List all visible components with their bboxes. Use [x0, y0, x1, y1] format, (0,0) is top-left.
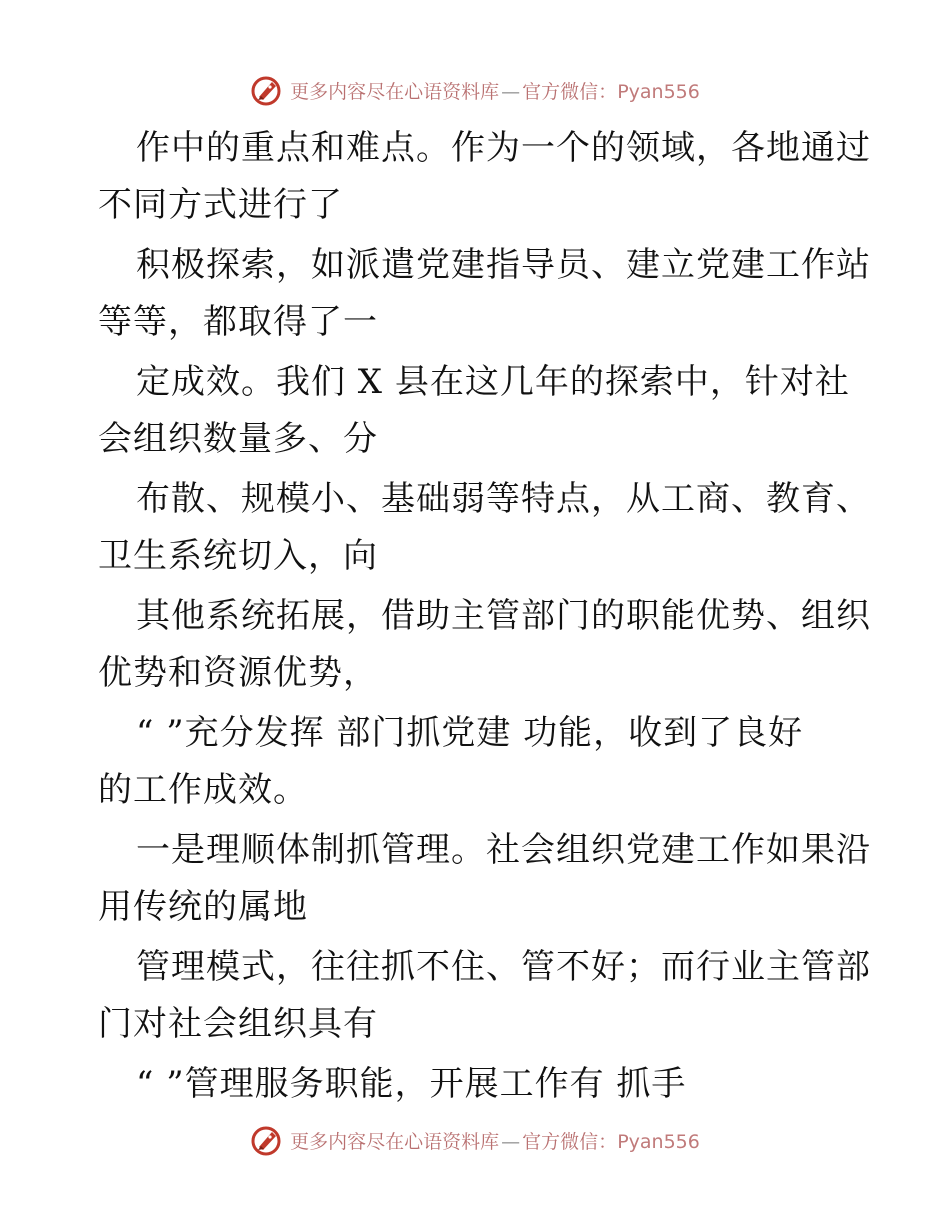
body-line: 一是理顺体制抓管理。社会组织党建工作如果沿: [136, 830, 871, 870]
header-watermark: [0, 70, 950, 110]
watermark-brand: 更多内容尽在心语资料库: [290, 80, 500, 103]
watermark-brand: 更多内容尽在心语资料库: [290, 1130, 500, 1153]
watermark-label: 官方微信：: [522, 80, 618, 103]
watermark-label: 官方微信：: [522, 1130, 618, 1153]
body-line: “ ”充分发挥 部门抓党建 功能，收到了良好: [136, 713, 804, 753]
body-line: 布散、规模小、基础弱等特点，从工商、教育、: [136, 479, 871, 519]
body-line: 卫生系统切入，向: [98, 536, 378, 576]
body-line: “ ”管理服务职能，开展工作有 抓手: [136, 1064, 687, 1104]
body-line: 作中的重点和难点。作为一个的领域，各地通过: [136, 128, 871, 168]
body-line: 积极探索，如派遣党建指导员、建立党建工作站: [136, 245, 871, 285]
watermark-id: Pyan556: [617, 80, 700, 103]
body-line: 优势和资源优势，: [98, 653, 378, 693]
watermark-separator: —: [501, 1130, 521, 1153]
pen-nib-logo-icon: [250, 1124, 282, 1156]
watermark-text: [290, 77, 700, 104]
body-line: 不同方式进行了: [98, 185, 343, 225]
body-line: 用传统的属地: [98, 887, 308, 927]
body-line: 等等，都取得了一: [98, 302, 378, 342]
body-line: 管理模式，往往抓不住、管不好；而行业主管部: [136, 947, 871, 987]
body-line: 会组织数量多、分: [98, 419, 378, 459]
watermark-id: Pyan556: [617, 1130, 700, 1153]
body-line: 其他系统拓展，借助主管部门的职能优势、组织: [136, 596, 871, 636]
watermark-text: [290, 1127, 700, 1154]
footer-watermark: [0, 1120, 950, 1160]
pen-nib-logo-icon: [250, 74, 282, 106]
body-line: 定成效。我们 X 县在这几年的探索中，针对社: [136, 362, 850, 402]
body-line: 的工作成效。: [98, 770, 308, 810]
body-line: 门对社会组织具有: [98, 1004, 378, 1044]
watermark-separator: —: [501, 80, 521, 103]
